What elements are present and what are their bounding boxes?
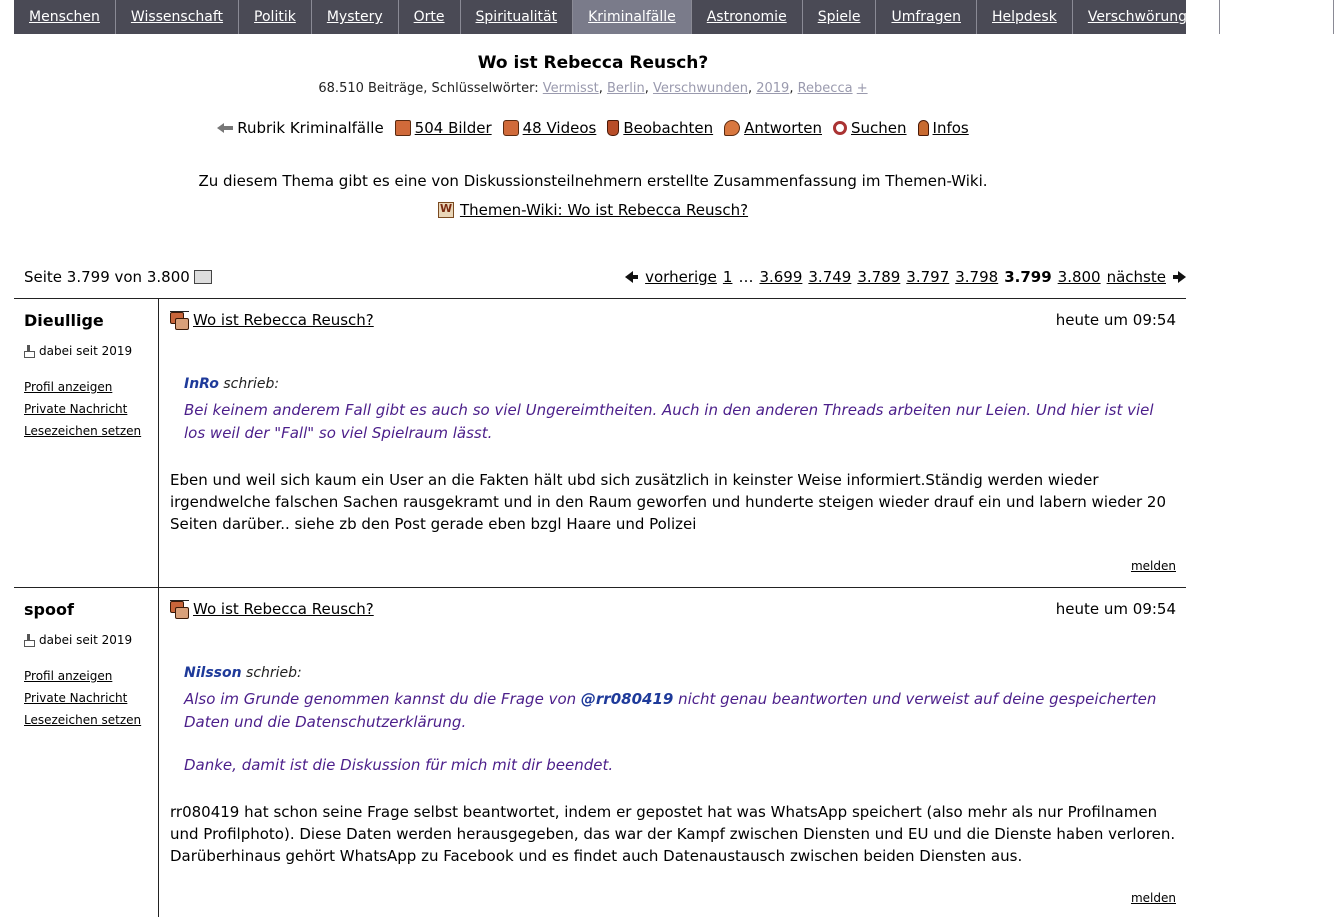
quote-block [184,662,1176,777]
post-list [14,298,1186,917]
watch-label[interactable]: Beobachten [623,119,714,137]
post-count: 68.510 Beiträge, Schlüsselwörter: [318,81,539,96]
quote-text [184,688,1176,734]
post-header [170,600,1176,618]
quote-suffix: schrieb: [246,665,302,681]
post-header [170,311,1176,329]
nav-helpdesk[interactable]: Helpdesk [977,0,1073,34]
quote-text-part: nicht genau beantworten und verweist auf deine gespeicherten Daten und die Datenschutzerklärung. [184,690,1157,731]
keyword-link[interactable]: Vermisst [542,81,599,96]
member-since-label: dabei seit 2019 [39,633,133,647]
nav-verschwoerungen[interactable]: Verschwörungen [1073,0,1221,34]
keyword-link[interactable]: Verschwunden [652,81,748,96]
next-page-link[interactable]: nächste [1106,268,1166,286]
report-link[interactable]: melden [1130,891,1176,905]
page-link-last[interactable]: 3.800 [1057,268,1101,286]
watch-link[interactable] [607,119,713,137]
back-arrow-icon [217,120,233,136]
prev-arrow-icon[interactable] [625,270,639,284]
top-nav [14,0,1319,34]
report-row [170,559,1176,573]
search-link[interactable] [833,119,907,137]
wiki-link[interactable]: Themen-Wiki: Wo ist Rebecca Reusch? [459,201,749,219]
private-message-link[interactable]: Private Nachricht [24,691,128,705]
post-content [160,311,1186,573]
rubrik-link[interactable] [217,119,383,137]
images-icon [395,120,411,136]
info-icon [918,120,929,136]
user-mention[interactable]: @rr080419 [580,690,674,708]
post-title-link[interactable]: Wo ist Rebecca Reusch? [193,311,374,329]
nav-astronomie[interactable]: Astronomie [692,0,803,34]
member-icon [24,634,34,646]
reply-label[interactable]: Antworten [744,119,822,137]
rubrik-label: Rubrik Kriminalfälle [237,119,384,137]
thread-toolbar [0,119,1186,137]
author-actions [24,665,158,731]
private-message-link[interactable]: Private Nachricht [24,402,128,416]
search-label[interactable]: Suchen [851,119,907,137]
post-author-panel [14,588,159,917]
next-arrow-icon[interactable] [1172,270,1186,284]
member-since [24,633,158,647]
nav-spiritualitaet[interactable]: Spiritualität [461,0,574,34]
report-link[interactable]: melden [1130,559,1176,573]
nav-wissenschaft[interactable]: Wissenschaft [116,0,239,34]
page-label: Seite 3.799 von 3.800 [24,268,190,286]
post-author-panel [14,299,159,587]
quote-text-part: Also im Grunde genommen kannst du die Frage von [184,690,581,708]
post [14,298,1186,587]
reply-icon [724,120,740,136]
videos-label[interactable]: 48 Videos [522,119,597,137]
page-link[interactable]: 3.749 [808,268,852,286]
page-link[interactable]: 3.789 [857,268,901,286]
post-icon [170,311,189,329]
author-actions [24,376,158,442]
member-since-label: dabei seit 2019 [39,344,133,358]
current-page: 3.799 [1004,268,1052,286]
images-label[interactable]: 504 Bilder [414,119,492,137]
member-icon [24,345,34,357]
page-jump-icon[interactable] [194,270,212,284]
search-icon [833,121,847,135]
keyword-link[interactable]: Berlin [606,81,645,96]
page-link[interactable]: 3.699 [759,268,803,286]
post-time: heute um 09:54 [1055,311,1176,329]
nav-umfragen[interactable]: Umfragen [876,0,977,34]
quote-header [184,373,1176,396]
report-row [170,891,1176,905]
post [14,587,1186,917]
videos-link[interactable] [503,119,597,137]
view-profile-link[interactable]: Profil anzeigen [24,380,113,394]
thread-meta: 68.510 Beiträge, Schlüsselwörter: Vermisst, Berlin, Verschwunden, 2019, Rebecca + [318,81,868,96]
info-link[interactable] [918,119,969,137]
wiki-link-row [0,201,1186,219]
bookmark-link[interactable]: Lesezeichen setzen [24,713,142,727]
member-since [24,344,158,358]
wiki-note: Zu diesem Thema gibt es eine von Diskussionsteilnehmern erstellte Zusammenfassung im Themen-Wiki. [198,172,988,190]
nav-menschen[interactable]: Menschen [14,0,116,34]
author-name[interactable]: spoof [24,600,74,619]
author-name[interactable]: Dieullige [24,311,104,330]
post-body: rr080419 hat schon seine Frage selbst beantwortet, indem er gepostet hat was WhatsApp speichert (also mehr als nur Profilnamen und Profilphoto). Diese Daten werden herausgegeben, das war der Kampf zwischen Diensten und EU und die Dienste haben verloren. Darüberhinaus gehört WhatsApp zu Facebook und es findet auch Datenaustausch zwischen beiden Diensten aus. [170,803,1176,865]
post-time: heute um 09:54 [1055,600,1176,618]
nav-kriminalfaelle[interactable]: Kriminalfälle [573,0,692,34]
quote-suffix: schrieb: [223,376,280,392]
quote-author[interactable]: Nilsson [184,665,242,681]
nav-politik[interactable]: Politik [239,0,312,34]
thread-title: Wo ist Rebecca Reusch? [477,53,709,73]
page-link[interactable]: 3.798 [955,268,999,286]
keyword-link[interactable]: 2019 [756,81,790,96]
quote-header [184,662,1176,685]
page-link[interactable]: 3.797 [906,268,950,286]
quote-text: Bei keinem anderem Fall gibt es auch so viel Ungereimtheiten. Auch in den anderen Threads arbeiten nur Leien. Und hier ist viel los weil der "Fall" so viel Spielraum lässt. [184,401,1154,442]
watch-icon [607,120,619,136]
quote-text-second: Danke, damit ist die Diskussion für mich mit dir beendet. [184,756,614,774]
info-label[interactable]: Infos [932,119,969,137]
reply-link[interactable] [724,119,822,137]
videos-icon [503,120,519,136]
nav-mystery[interactable]: Mystery [312,0,399,34]
nav-orte[interactable]: Orte [399,0,461,34]
post-body: Eben und weil sich kaum ein User an die Fakten hält ubd sich zusätzlich in keinster Weise informiert.Ständig werden wieder irgendwelche falschen Sachen rausgekramt und in den Raum geworfen und hunderte steigen wieder drauf ein und labern wieder 20 Seiten darüber.. siehe zb den Post gerade eben bzgl Haare und Polizei [170,471,1166,533]
wiki-icon [438,202,454,218]
nav-technologie[interactable]: Technologie [1220,0,1334,34]
more-keywords-link[interactable]: + [856,81,868,96]
post-title-link[interactable]: Wo ist Rebecca Reusch? [193,600,374,618]
quote-block [184,373,1176,445]
images-link[interactable] [395,119,492,137]
quote-author[interactable]: InRo [184,376,219,392]
page-indicator [24,268,212,286]
post-icon [170,600,189,618]
bookmark-link[interactable]: Lesezeichen setzen [24,424,142,438]
post-content [160,600,1186,905]
page-link-first[interactable]: 1 [722,268,733,286]
prev-page-link[interactable]: vorherige [645,268,717,286]
keyword-link[interactable]: Rebecca [797,81,853,96]
page-ellipsis: … [738,268,754,286]
view-profile-link[interactable]: Profil anzeigen [24,669,113,683]
pagination [625,268,1186,286]
nav-spiele[interactable]: Spiele [803,0,877,34]
